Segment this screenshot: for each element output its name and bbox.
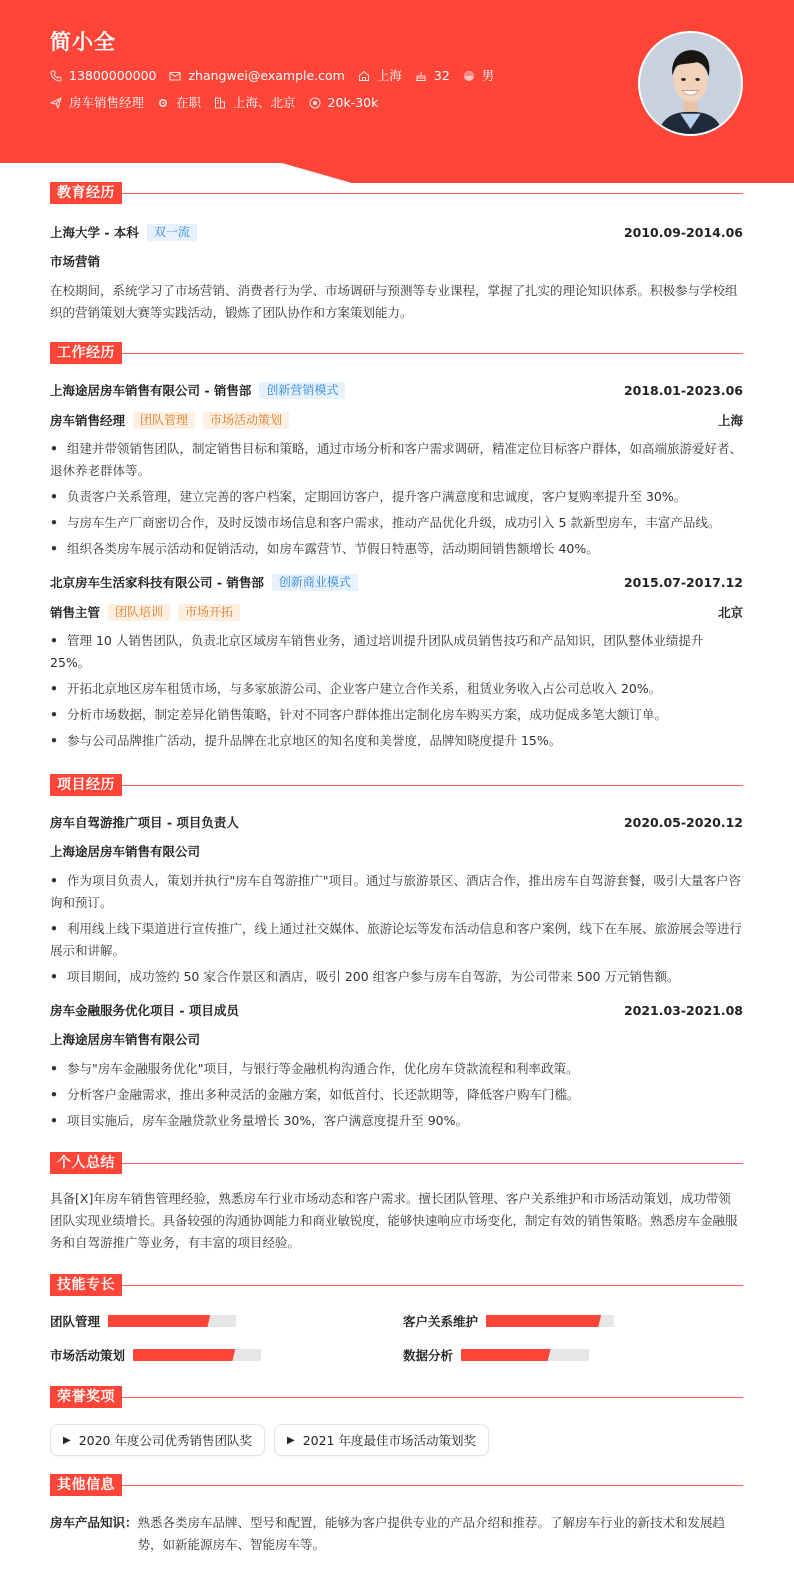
project-name: 房车自驾游推广项目 - 项目负责人 [50,815,239,830]
section-other [50,1474,743,1556]
avatar-portrait-icon [640,33,741,134]
work-bullets [50,438,743,560]
status-gear-icon [157,97,169,109]
section-divider [122,1285,743,1286]
skill-item: 客户关系维护 [403,1312,743,1330]
gender-icon [463,70,475,82]
project-entry [50,1000,743,1132]
mail-icon [169,70,181,82]
list-item: • 项目实施后，房车金融贷款业务量增长 30%，客户满意度提升至 90%。 [50,1113,469,1128]
section-divider [122,1397,743,1398]
list-item: • 参与公司品牌推广活动，提升品牌在北京地区的知名度和美誉度，品牌知晓度提升 15%。 [50,733,562,748]
school-tag: 双一流 [147,224,197,241]
triangle-right-icon: ▶ [287,1434,295,1446]
skill-bar-fill [133,1349,235,1361]
list-item: • 组织各类房车展示活动和促销活动，如房车露营节、节假日特惠等，活动期间销售额增长 40%。 [50,541,599,556]
section-divider [122,353,743,354]
list-item: • 与房车生产厂商密切合作，及时反馈市场信息和客户需求，推动产品优化升级，成功引入 5 款新型房车，丰富产品线。 [50,515,721,530]
section-divider [122,1163,743,1164]
company-name: 上海途居房车销售有限公司 - 销售部 [50,383,252,398]
other-info-value: 熟悉各类房车品牌、型号和配置，能够为客户提供专业的产品介绍和推荐。了解房车行业的新技术和发展趋势，如新能源房车、智能房车等。 [137,1515,726,1552]
role-tag: 市场开拓 [178,604,240,621]
project-org: 上海途居房车销售有限公司 [50,1032,201,1047]
section-header [50,774,743,796]
job-role: 销售主管 [50,605,101,620]
skill-bar [461,1349,589,1361]
section-title: 个人总结 [50,1152,122,1174]
work-date: 2015.07-2017.12 [623,574,743,590]
school-name: 上海大学 - 本科 [50,225,139,240]
education-description: 在校期间，系统学习了市场营销、消费者行为学、市场调研与预测等专业课程，掌握了扎实的理论知识体系。积极参与学校组织的营销策划大赛等实践活动，锻炼了团队协作和方案策划能力。 [50,283,738,320]
section-projects [50,774,743,1132]
section-header [50,342,743,364]
company-tag: 创新商业模式 [272,574,358,591]
section-title: 其他信息 [50,1474,122,1496]
skill-bar [108,1315,236,1327]
contact-row [50,69,507,83]
contact-age: 32 [415,69,450,83]
contact-email: zhangwei@example.com [169,69,344,83]
section-awards [50,1386,743,1456]
project-name: 房车金融服务优化项目 - 项目成员 [50,1003,239,1018]
company-tag: 创新营销模式 [259,382,345,399]
company-name: 北京房车生活家科技有限公司 - 销售部 [50,575,264,590]
role-tag: 市场活动策划 [203,412,289,429]
section-title: 项目经历 [50,774,122,796]
skill-bar [486,1315,614,1327]
resume-body [50,182,743,1556]
intent-position: 房车销售经理 [50,96,144,110]
list-item: • 分析市场数据，制定差异化销售策略，针对不同客户群体推出定制化房车购买方案，成功促成多笔大额订单。 [50,707,668,722]
major: 市场营销 [50,254,101,269]
list-item: • 开拓北京地区房车租赁市场，与多家旅游公司、企业客户建立合作关系，租赁业务收入占公司总收入 20%。 [50,681,662,696]
send-icon [50,97,62,109]
contact-gender: 男 [463,69,495,83]
intent-city: 上海、北京 [214,96,296,110]
contact-phone: 13800000000 [50,69,156,83]
triangle-right-icon: ▶ [63,1434,71,1446]
section-header [50,1152,743,1174]
section-skills [50,1274,743,1364]
work-date: 2018.01-2023.06 [623,382,743,398]
list-item: • 利用线上线下渠道进行宣传推广，线上通过社交媒体、旅游论坛等发布活动信息和客户案例，线下在车展、旅游展会等进行展示和讲解。 [50,921,743,958]
skill-item: 市场活动策划 [50,1346,403,1364]
list-item: • 参与"房车金融服务优化"项目，与银行等金融机构沟通合作，优化房车贷款流程和利率政策。 [50,1061,579,1076]
summary-text: 具备[X]年房车销售管理经验，熟悉房车行业市场动态和客户需求。擅长团队管理、客户关系维护和市场活动策划，成功带领团队实现业绩增长。具备较强的沟通协调能力和商业敏锐度，能够快速响应市场变化，制定有效的销售策略。熟悉房车金融服务和自驾游推广等业务，有丰富的项目经验。 [50,1191,738,1250]
building-icon [214,97,226,109]
list-item: • 负责客户关系管理，建立完善的客户档案，定期回访客户，提升客户满意度和忠诚度，客户复购率提升至 30%。 [50,489,687,504]
skill-bar-fill [486,1315,601,1327]
list-item: • 分析客户金融需求，推出多种灵活的金融方案，如低首付、长还款期等，降低客户购车门槛。 [50,1087,580,1102]
section-divider [122,1485,743,1486]
section-title: 技能专长 [50,1274,122,1296]
intent-salary: 20k-30k [309,96,379,110]
section-title: 教育经历 [50,182,122,204]
work-bullets [50,630,743,752]
skill-bar [133,1349,261,1361]
section-divider [122,193,743,194]
other-info-label: 房车产品知识： [50,1515,138,1530]
list-item: • 管理 10 人销售团队，负责北京区域房车销售业务，通过培训提升团队成员销售技巧和产品知识，团队整体业绩提升 25%。 [50,633,704,670]
section-header [50,1274,743,1296]
skill-bar-fill [461,1349,551,1361]
home-icon [358,70,370,82]
work-city: 北京 [717,605,743,620]
project-date: 2021.03-2021.08 [623,1002,743,1018]
intent-row [50,96,507,110]
role-tag: 团队培训 [108,604,170,621]
phone-icon [50,70,62,82]
section-header [50,182,743,204]
education-entry [50,222,743,324]
education-date: 2010.09-2014.06 [623,224,743,240]
list-item: • 作为项目负责人，策划并执行"房车自驾游推广"项目。通过与旅游景区、酒店合作，推出房车自驾游套餐，吸引大量客户咨询和预订。 [50,873,742,910]
list-item: • 组建并带领销售团队，制定销售目标和策略，通过市场分析和客户需求调研，精准定位目标客户群体，如高端旅游爱好者、退休养老群体等。 [50,441,743,478]
section-header [50,1386,743,1408]
work-entry [50,380,743,560]
work-entry [50,572,743,752]
project-entry [50,812,743,988]
contact-location: 上海 [358,69,402,83]
section-summary [50,1152,743,1254]
project-bullets [50,870,743,988]
awards-list [50,1424,743,1456]
work-city: 上海 [717,413,743,428]
list-item: • 项目期间，成功签约 50 家合作景区和酒店，吸引 200 组客户参与房车自驾游，为公司带来 500 万元销售额。 [50,969,680,984]
skills-grid [50,1312,743,1364]
cake-icon [415,70,427,82]
section-divider [122,785,743,786]
skill-bar-fill [108,1315,210,1327]
section-education [50,182,743,324]
section-title: 荣誉奖项 [50,1386,122,1408]
skill-item: 团队管理 [50,1312,403,1330]
section-header [50,1474,743,1496]
header-content [50,28,507,110]
job-role: 房车销售经理 [50,413,126,428]
award-card: ▶ 2020 年度公司优秀销售团队奖 [50,1424,265,1456]
project-org: 上海途居房车销售有限公司 [50,844,201,859]
intent-status: 在职 [157,96,201,110]
candidate-name: 简小全 [50,30,116,54]
award-card: ▶ 2021 年度最佳市场活动策划奖 [274,1424,489,1456]
salary-icon [309,97,321,109]
section-work [50,342,743,752]
project-bullets [50,1058,743,1132]
section-title: 工作经历 [50,342,122,364]
avatar [638,31,743,136]
other-info-item [50,1512,743,1556]
project-date: 2020.05-2020.12 [623,814,743,830]
role-tag: 团队管理 [133,412,195,429]
skill-item: 数据分析 [403,1346,743,1364]
